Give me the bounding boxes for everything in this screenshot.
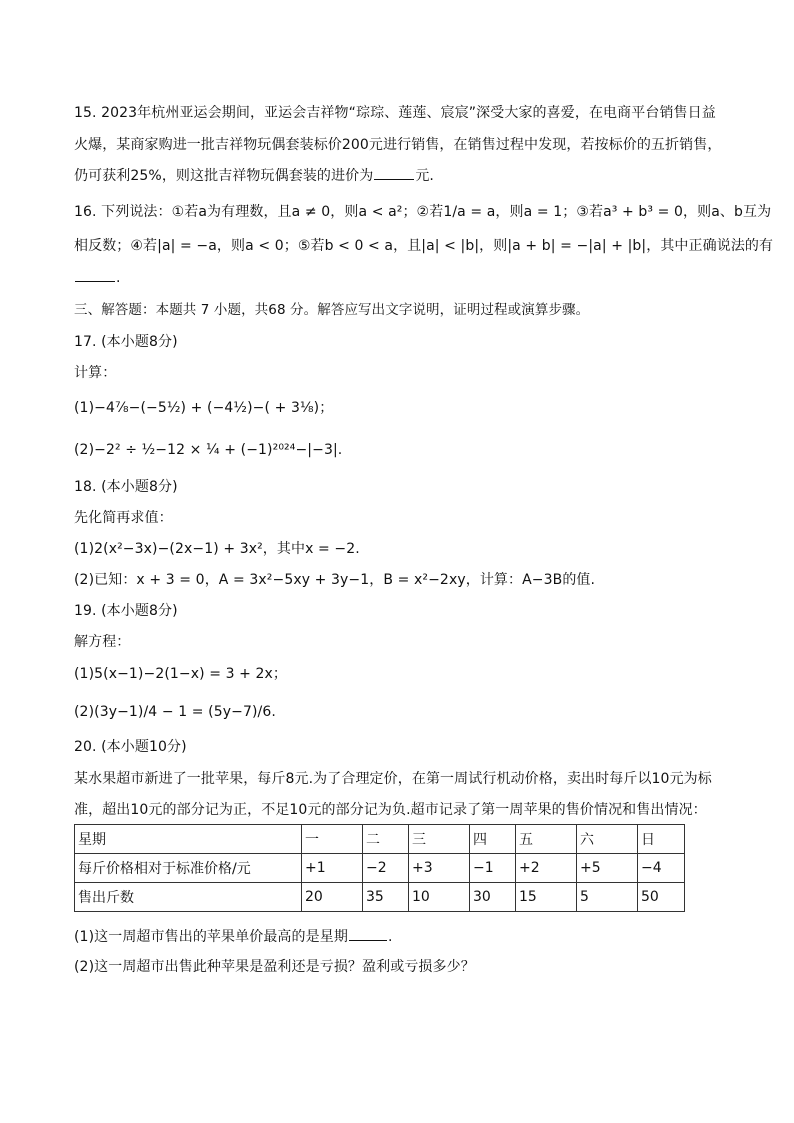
q16-line-3-end: . xyxy=(116,270,121,286)
table-cell: +5 xyxy=(577,854,638,883)
q17-part-1: (1)−4⅞−(−5½) + (−4½)−( + 3⅛)； xyxy=(74,400,334,416)
table-header-cell: 星期 xyxy=(75,825,302,854)
table-cell: +1 xyxy=(302,854,363,883)
q15-line-3-text: 仍可获利25%，则这批吉祥物玩偶套装的进价为 xyxy=(74,168,374,184)
table-row xyxy=(75,883,685,912)
table-row xyxy=(75,825,685,854)
q20-para-2: 准，超出10元的部分记为正，不足10元的部分记为负.超市记录了第一周苹果的售价情况和售出情况： xyxy=(74,802,707,818)
table-cell: +2 xyxy=(516,854,577,883)
q17-part-2: (2)−2² ÷ ½−12 × ¼ + (−1)²⁰²⁴−|−3|. xyxy=(74,442,343,458)
table-cell: 四 xyxy=(470,825,516,854)
table-cell: 日 xyxy=(638,825,685,854)
q20-sub-1-end: . xyxy=(387,929,393,945)
q18-part-1: (1)2(x²−3x)−(2x−1) + 3x²，其中x = −2. xyxy=(74,541,360,557)
q15-line-3-end: 元. xyxy=(415,168,434,184)
table-cell: 20 xyxy=(302,883,363,912)
q19-title: 19. (本小题8分) xyxy=(74,603,178,619)
q18-intro: 先化简再求值： xyxy=(74,510,173,526)
q16-line-2: 相反数；④若|a| = −a，则a < 0；⑤若b < 0 < a，且|a| < |b|，则|a + b| = −|a| + |b|，其中正确说法的有 xyxy=(74,238,774,254)
price-table xyxy=(74,824,685,912)
table-cell: 30 xyxy=(470,883,516,912)
q15-line-1: 15. 2023年杭州亚运会期间，亚运会吉祥物“琮琮、莲莲、宸宸”深受大家的喜爱，在电商平台销售日益 xyxy=(74,105,716,121)
table-cell: +3 xyxy=(409,854,470,883)
q19-part-2: (2)(3y−1)/4 − 1 = (5y−7)/6. xyxy=(74,704,276,720)
q17-intro: 计算： xyxy=(74,365,117,381)
answer-blank[interactable] xyxy=(75,268,115,282)
q20-para-1: 某水果超市新进了一批苹果，每斤8元.为了合理定价，在第一周试行机动价格，卖出时每斤以10元为标 xyxy=(74,771,712,787)
table-cell: 5 xyxy=(577,883,638,912)
q20-title: 20. (本小题10分) xyxy=(74,739,187,755)
table-cell: 五 xyxy=(516,825,577,854)
table-cell: 二 xyxy=(363,825,409,854)
q17-title: 17. (本小题8分) xyxy=(74,334,178,350)
section-heading: 三、解答题：本题共 7 小题，共68 分。解答应写出文字说明，证明过程或演算步骤。 xyxy=(74,302,590,318)
q19-part-1: (1)5(x−1)−2(1−x) = 3 + 2x； xyxy=(74,666,288,682)
table-cell: 六 xyxy=(577,825,638,854)
q19-intro: 解方程： xyxy=(74,634,131,650)
table-cell: −1 xyxy=(470,854,516,883)
answer-blank[interactable] xyxy=(349,927,387,941)
table-header-cell: 售出斤数 xyxy=(75,883,302,912)
table-cell: 50 xyxy=(638,883,685,912)
q16-line-1: 16. 下列说法：①若a为有理数，且a ≠ 0，则a < a²；②若1/a = a，则a = 1；③若a³ + b³ = 0，则a、b互为 xyxy=(74,204,772,220)
table-cell: 15 xyxy=(516,883,577,912)
q18-title: 18. (本小题8分) xyxy=(74,479,178,495)
answer-blank[interactable] xyxy=(374,166,414,180)
q15-line-2: 火爆，某商家购进一批吉祥物玩偶套装标价200元进行销售，在销售过程中发现，若按标价的五折销售， xyxy=(74,137,722,153)
table-cell: 一 xyxy=(302,825,363,854)
q20-sub-2: (2)这一周超市出售此种苹果是盈利还是亏损？盈利或亏损多少？ xyxy=(74,959,475,975)
table-row xyxy=(75,854,685,883)
table-cell: 35 xyxy=(363,883,409,912)
q18-part-2: (2)已知：x + 3 = 0，A = 3x²−5xy + 3y−1，B = x²−2xy，计算：A−3B的值. xyxy=(74,572,596,588)
table-header-cell: 每斤价格相对于标准价格/元 xyxy=(75,854,302,883)
table-cell: 三 xyxy=(409,825,470,854)
q20-sub-1-text: (1)这一周超市售出的苹果单价最高的是星期 xyxy=(74,929,348,945)
q20-sub-1 xyxy=(74,927,393,946)
table-cell: 10 xyxy=(409,883,470,912)
table-cell: −2 xyxy=(363,854,409,883)
q15-line-3 xyxy=(74,166,434,185)
table-cell: −4 xyxy=(638,854,685,883)
q16-line-3 xyxy=(74,268,121,287)
